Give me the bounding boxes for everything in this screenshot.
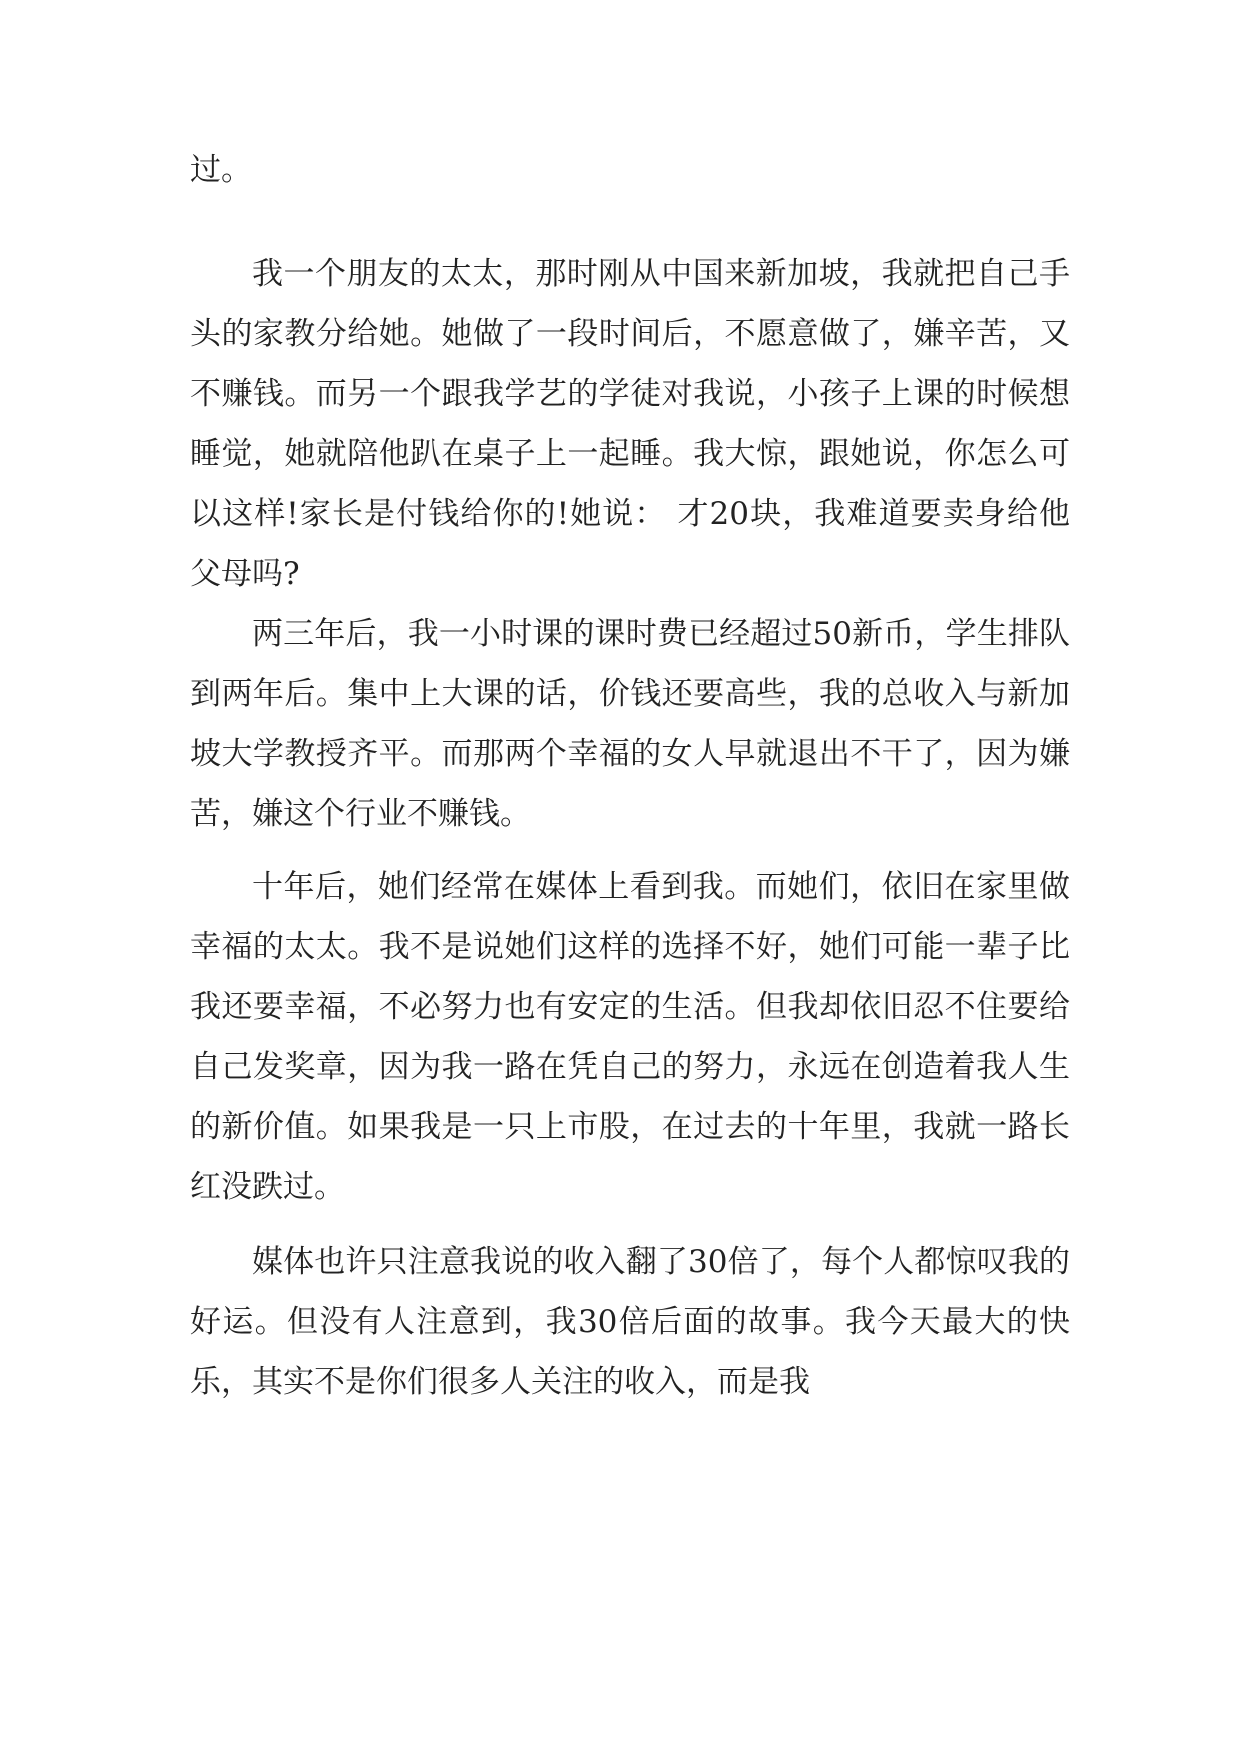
paragraph-1: 过。 (190, 152, 252, 188)
paragraph-5: 媒体也许只注意我说的收入翻了30倍了，每个人都惊叹我的好运。但没有人注意到，我30倍后面的故事。我今天最大的快乐，其实不是你们很多人关注的收入，而是我 (190, 1244, 1070, 1400)
paragraph-block-3 (190, 604, 1070, 844)
paragraph-block-4 (190, 857, 1070, 1217)
paragraph-block-5 (190, 1232, 1070, 1412)
paragraph-4: 十年后，她们经常在媒体上看到我。而她们，依旧在家里做幸福的太太。我不是说她们这样的选择不好，她们可能一辈子比我还要幸福，不必努力也有安定的生活。但我却依旧忍不住要给自己发奖章，因为我一路在凭自己的努力，永远在创造着我人生的新价值。如果我是一只上市股，在过去的十年里，我就一路长红没跌过。 (190, 869, 1070, 1205)
paragraph-2: 我一个朋友的太太，那时刚从中国来新加坡，我就把自己手头的家教分给她。她做了一段时间后，不愿意做了，嫌辛苦，又不赚钱。而另一个跟我学艺的学徒对我说，小孩子上课的时候想睡觉，她就陪他趴在桌子上一起睡。我大惊，跟她说，你怎么可以这样!家长是付钱给你的!她说： 才20块，我难道要卖身给他父母吗? (190, 256, 1070, 592)
paragraph-block-2 (190, 244, 1070, 604)
paragraph-3: 两三年后，我一小时课的课时费已经超过50新币，学生排队到两年后。集中上大课的话，价钱还要高些，我的总收入与新加坡大学教授齐平。而那两个幸福的女人早就退出不干了，因为嫌苦，嫌这个行业不赚钱。 (190, 616, 1070, 832)
paragraph-continuation (190, 140, 1070, 200)
